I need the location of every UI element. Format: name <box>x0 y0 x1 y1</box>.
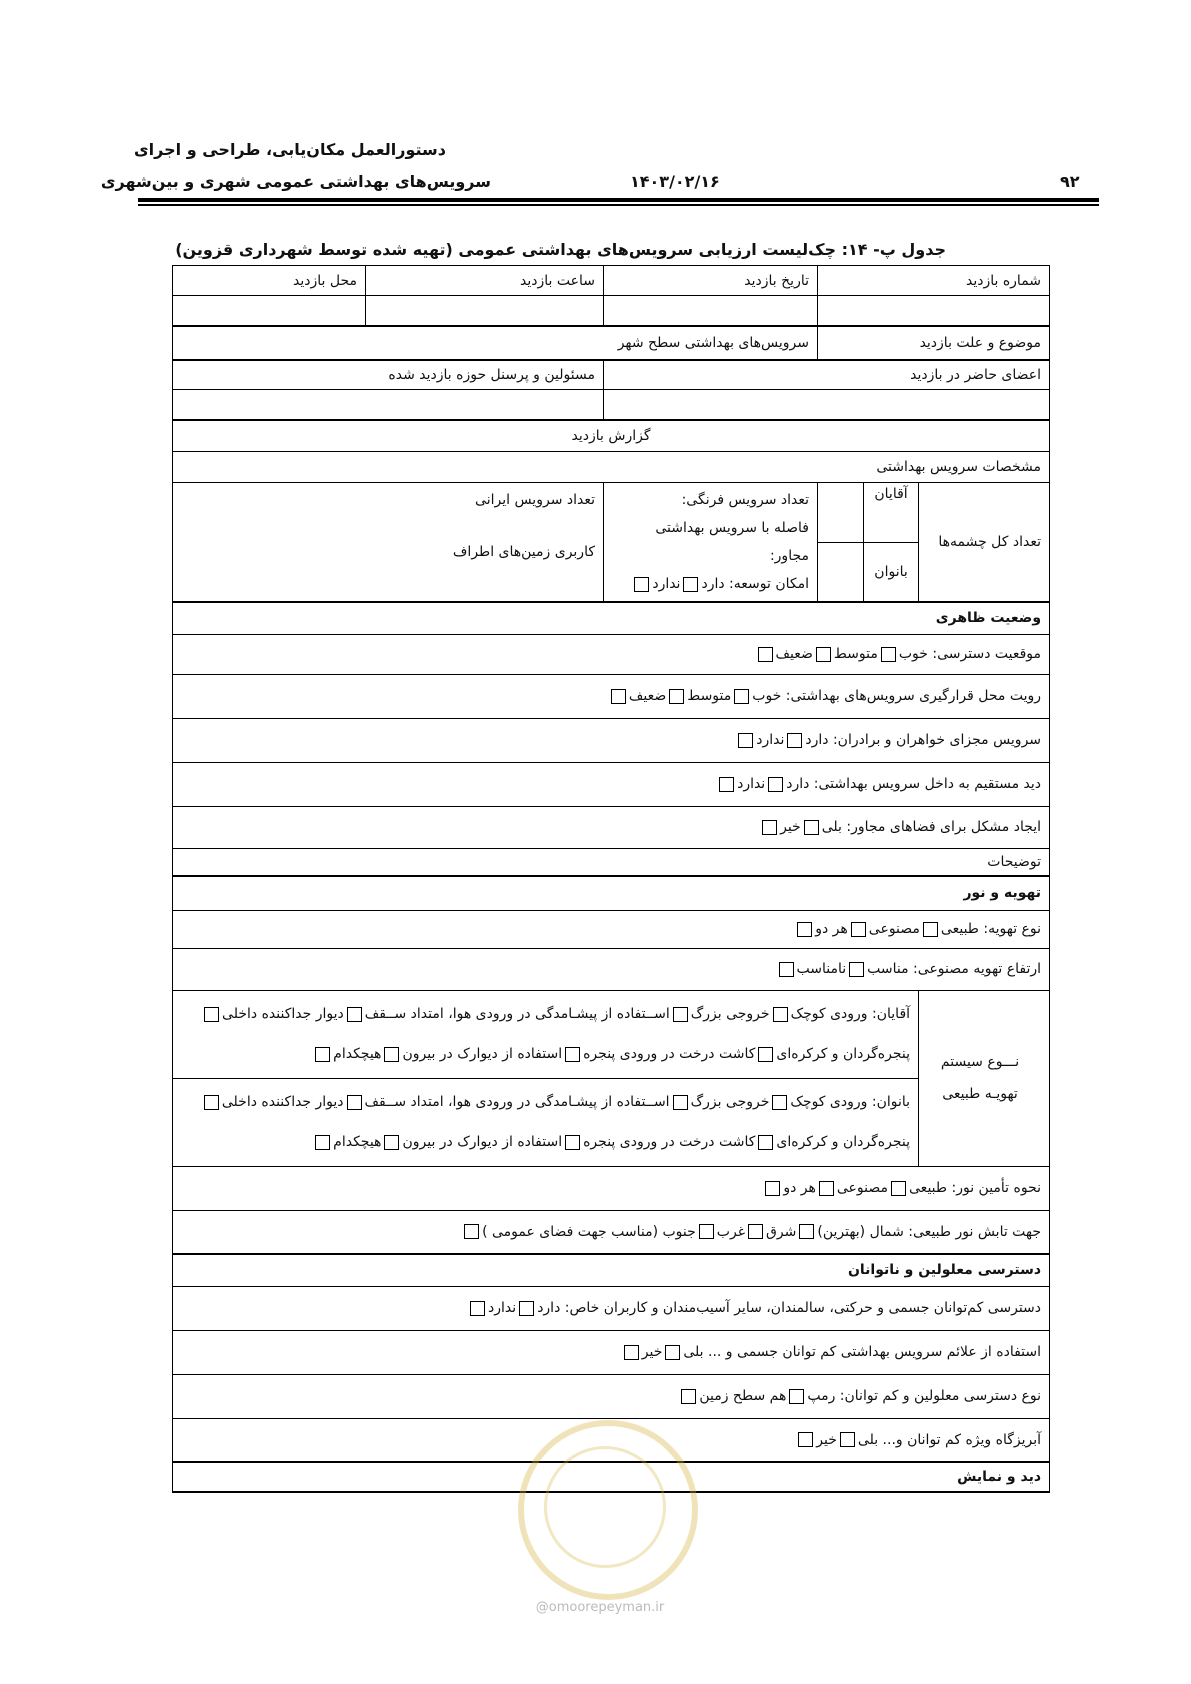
land-use-label: کاربری زمین‌های اطراف <box>452 544 595 560</box>
problem-no-label: خیر <box>780 819 801 835</box>
signs-row <box>173 1330 1050 1374</box>
women-system-line1 <box>177 1082 910 1122</box>
problem-row <box>173 806 1050 848</box>
access-type-row <box>173 1374 1050 1418</box>
ventilation-title: تهویه و نور <box>173 876 1050 910</box>
access-weak-label: ضعیف <box>775 646 813 662</box>
direct-view-yes-checkbox[interactable] <box>768 777 783 792</box>
men-label: آقایان <box>864 483 919 543</box>
women-system-cell <box>173 1078 919 1166</box>
natural-system-label: نـــوع سیستم تهویـه طبیعی <box>919 990 1050 1166</box>
table-row <box>173 762 1050 806</box>
visibility-label: رویت محل قرارگیری سرویس‌های بهداشتی: خوب <box>752 688 1042 704</box>
women-small-inlet-label: بانوان: ورودی کوچک <box>790 1094 911 1110</box>
men-system-line2 <box>177 1034 910 1074</box>
women-count-field[interactable] <box>818 542 864 602</box>
visibility-weak-label: ضعیف <box>628 688 667 704</box>
ventilation-artificial-label: مصنوعی <box>868 921 920 937</box>
light-artificial-label: مصنوعی <box>836 1180 889 1196</box>
western-count-label: تعداد سرویس فرنگی: <box>681 492 809 508</box>
table-row <box>173 1078 1050 1166</box>
table-row <box>173 602 1050 634</box>
table-row <box>173 948 1050 990</box>
men-parapet-label: استفاده از دیوارک در بیرون <box>402 1046 563 1062</box>
women-label: بانوان <box>864 542 919 602</box>
men-inner-wall-label: دیوار جداکننده داخلی <box>222 1006 344 1022</box>
men-big-exit-checkbox[interactable] <box>673 1007 688 1022</box>
light-south-checkbox[interactable] <box>464 1224 479 1239</box>
watermark-text: @omoorepeyman.ir <box>535 1600 665 1615</box>
table-caption: جدول پ- ۱۴: چک‌لیست ارزیابی سرویس‌های بهداشتی عمومی (تهیه شده توسط شهرداری قزوین) <box>175 240 946 259</box>
subject-value: سرویس‌های بهداشتی سطح شهر <box>173 326 818 360</box>
visit-time-field[interactable] <box>366 296 604 326</box>
table-row <box>173 452 1050 483</box>
urinal-no-label: خیر <box>816 1431 837 1448</box>
men-buffer-label: اســتفاده از پیشـامدگی در ورودی هوا، امتداد ســقف <box>364 1006 670 1022</box>
light-row <box>173 1166 1050 1210</box>
ramp-checkbox[interactable] <box>789 1389 804 1404</box>
table-row <box>173 326 1050 360</box>
level-label: هم سطح زمین <box>699 1388 787 1404</box>
table-row <box>173 360 1050 390</box>
visit-place-field[interactable] <box>173 296 366 326</box>
table-row <box>173 910 1050 948</box>
disabled-access-yes-checkbox[interactable] <box>519 1301 534 1316</box>
light-east-label: شرق <box>766 1223 797 1240</box>
visibility-medium-label: متوسط <box>687 688 732 704</box>
signs-no-checkbox[interactable] <box>624 1345 639 1360</box>
ventilation-type-row <box>173 910 1050 948</box>
light-natural-checkbox[interactable] <box>891 1181 906 1196</box>
table-row <box>173 1286 1050 1330</box>
visit-date-cell: تاریخ بازدید <box>604 266 818 296</box>
header-title-line2: سرویس‌های بهداشتی عمومی شهری و بین‌شهری <box>100 172 491 191</box>
men-small-inlet-label: آقایان: ورودی کوچک <box>790 1006 911 1022</box>
separate-no-checkbox[interactable] <box>738 733 753 748</box>
checklist-table <box>172 265 1050 1493</box>
table-row <box>173 876 1050 910</box>
visibility-row <box>173 674 1050 718</box>
table-row <box>173 806 1050 848</box>
men-count-field[interactable] <box>818 483 864 543</box>
table-row <box>173 1330 1050 1374</box>
access-medium-label: متوسط <box>833 646 878 662</box>
light-east-checkbox[interactable] <box>748 1224 763 1239</box>
disabled-access-row <box>173 1286 1050 1330</box>
men-system-cell <box>173 990 919 1078</box>
women-small-inlet-checkbox[interactable] <box>772 1095 787 1110</box>
visit-number-field[interactable] <box>818 296 1050 326</box>
separate-row <box>173 718 1050 762</box>
visibility-good-checkbox[interactable] <box>734 689 749 704</box>
separate-no-label: ندارد <box>756 732 785 748</box>
appearance-title: وضعیت ظاهری <box>173 602 1050 634</box>
height-row <box>173 948 1050 990</box>
table-row <box>173 266 1050 296</box>
problem-label: ایجاد مشکل برای فضاهای مجاور: بلی <box>821 819 1042 835</box>
light-both-checkbox[interactable] <box>765 1181 780 1196</box>
problem-yes-checkbox[interactable] <box>804 820 819 835</box>
visibility-weak-checkbox[interactable] <box>611 689 626 704</box>
access-type-label: نوع دسترسی معلولین و کم توانان: رمپ <box>807 1388 1042 1404</box>
light-west-label: غرب <box>716 1223 746 1240</box>
table-row <box>173 296 1050 326</box>
disabled-access-label: دسترسی کم‌توانان جسمی و حرکتی، سالمندان، سایر آسیب‌مندان و کاربران خاص: دارد <box>537 1300 1042 1316</box>
men-none-checkbox[interactable] <box>315 1047 330 1062</box>
women-big-exit-label: خروجی بزرگ <box>690 1094 770 1110</box>
light-west-checkbox[interactable] <box>699 1224 714 1239</box>
visit-time-cell: ساعت بازدید <box>366 266 604 296</box>
table-row <box>173 483 1050 543</box>
men-none-label: هیچکدام <box>333 1046 382 1062</box>
women-trees-label: کاشت درخت در ورودی پنجره <box>583 1134 756 1150</box>
women-inner-wall-label: دیوار جداکننده داخلی <box>221 1094 344 1110</box>
direct-view-no-label: ندارد <box>737 776 766 792</box>
table-row <box>173 390 1050 420</box>
header-rule-thin <box>138 204 1099 206</box>
direct-view-row <box>173 762 1050 806</box>
urinal-label: آبریزگاه ویژه کم توانان و... بلی <box>857 1431 1042 1448</box>
subject-label: موضوع و علت بازدید <box>818 326 1050 360</box>
separate-yes-checkbox[interactable] <box>787 733 802 748</box>
access-row <box>173 634 1050 674</box>
page-number: ۹۲ <box>1060 172 1080 191</box>
table-row <box>173 1210 1050 1254</box>
watermark-seal-inner <box>544 1446 666 1568</box>
height-unsuitable-label: نامناسب <box>796 961 847 977</box>
women-louver-label: پنجره‌گردان و کرکره‌ای <box>776 1134 911 1150</box>
expansion-yes-checkbox[interactable] <box>683 577 698 592</box>
urinal-yes-checkbox[interactable] <box>840 1432 855 1447</box>
men-louver-checkbox[interactable] <box>758 1047 773 1062</box>
total-units-label: تعداد کل چشمه‌ها <box>919 483 1050 603</box>
officials-label: مسئولین و پرسنل حوزه بازدید شده <box>173 360 604 390</box>
ventilation-natural-checkbox[interactable] <box>923 922 938 937</box>
height-label: ارتفاع تهویه مصنوعی: مناسب <box>867 961 1042 977</box>
expansion-no-label: ندارد <box>652 576 681 592</box>
women-parapet-checkbox[interactable] <box>384 1135 399 1150</box>
visit-number-cell: شماره بازدید <box>818 266 1050 296</box>
women-inner-wall-checkbox[interactable] <box>204 1095 219 1110</box>
notes-label: توضیحات <box>173 848 1050 876</box>
men-louver-label: پنجره‌گردان و کرکره‌ای <box>776 1046 911 1062</box>
separate-label: سرویس مجزای خواهران و برادران: دارد <box>805 732 1042 748</box>
women-parapet-label: استفاده از دیوارک در بیرون <box>402 1134 563 1150</box>
western-block <box>604 483 818 603</box>
table-row <box>173 990 1050 1078</box>
expansion-row <box>612 570 809 598</box>
ventilation-both-checkbox[interactable] <box>797 922 812 937</box>
women-none-label: هیچکدام <box>333 1134 382 1150</box>
men-small-inlet-checkbox[interactable] <box>773 1007 788 1022</box>
women-big-exit-checkbox[interactable] <box>673 1095 688 1110</box>
height-suitable-checkbox[interactable] <box>849 962 864 977</box>
access-label: موقعیت دسترسی: خوب <box>898 646 1042 662</box>
women-trees-checkbox[interactable] <box>565 1135 580 1150</box>
header-rule <box>138 198 1099 202</box>
visit-date-field[interactable] <box>604 296 818 326</box>
men-inner-wall-checkbox[interactable] <box>204 1007 219 1022</box>
level-checkbox[interactable] <box>681 1389 696 1404</box>
light-south-label: جنوب (مناسب جهت فضای عمومی ) <box>482 1223 696 1240</box>
visibility-medium-checkbox[interactable] <box>669 689 684 704</box>
table-row <box>173 420 1050 452</box>
women-system-line2 <box>177 1122 910 1162</box>
ventilation-type-label: نوع تهویه: طبیعی <box>940 921 1042 937</box>
disabled-access-no-checkbox[interactable] <box>470 1301 485 1316</box>
women-buffer-label: اســتفاده از پیشـامدگی در ورودی هوا، امتداد ســقف <box>364 1094 670 1110</box>
table-row <box>173 1254 1050 1286</box>
women-buffer-checkbox[interactable] <box>347 1095 362 1110</box>
direct-view-label: دید مستقیم به داخل سرویس بهداشتی: دارد <box>786 776 1042 792</box>
access-good-checkbox[interactable] <box>881 647 896 662</box>
men-trees-checkbox[interactable] <box>565 1047 580 1062</box>
women-louver-checkbox[interactable] <box>758 1135 773 1150</box>
iranian-block <box>173 483 604 603</box>
light-artificial-checkbox[interactable] <box>819 1181 834 1196</box>
signs-label: استفاده از علائم سرویس بهداشتی کم توانان جسمی و ... بلی <box>683 1344 1042 1360</box>
direct-view-no-checkbox[interactable] <box>719 777 734 792</box>
urinal-no-checkbox[interactable] <box>798 1432 813 1447</box>
problem-no-checkbox[interactable] <box>762 820 777 835</box>
officials-field[interactable] <box>173 390 604 420</box>
table-row <box>173 718 1050 762</box>
table-row <box>173 634 1050 674</box>
light-both-label: هر دو <box>783 1180 816 1196</box>
disabled-access-no-label: ندارد <box>488 1300 517 1316</box>
disabled-title: دسترسی معلولین و ناتوانان <box>173 1254 1050 1286</box>
expansion-label: امکان توسعه: دارد <box>701 576 809 592</box>
attendees-field[interactable] <box>604 390 1050 420</box>
access-weak-checkbox[interactable] <box>758 647 773 662</box>
access-medium-checkbox[interactable] <box>816 647 831 662</box>
height-unsuitable-checkbox[interactable] <box>779 962 794 977</box>
light-north-checkbox[interactable] <box>799 1224 814 1239</box>
iranian-count-label: تعداد سرویس ایرانی <box>475 492 595 508</box>
men-system-line1 <box>177 994 910 1034</box>
ventilation-artificial-checkbox[interactable] <box>851 922 866 937</box>
table-row <box>173 1166 1050 1210</box>
ventilation-both-label: هر دو <box>815 921 848 937</box>
specs-title: مشخصات سرویس بهداشتی <box>173 452 1050 483</box>
expansion-no-checkbox[interactable] <box>634 577 649 592</box>
light-label: نحوه تأمین نور: طبیعی <box>909 1180 1042 1196</box>
visit-place-cell: محل بازدید <box>173 266 366 296</box>
light-direction-label: جهت تابش نور طبیعی: شمال (بهترین) <box>817 1223 1042 1240</box>
header-date: ۱۴۰۳/۰۲/۱۶ <box>630 172 720 191</box>
signs-yes-checkbox[interactable] <box>665 1345 680 1360</box>
attendees-label: اعضای حاضر در بازدید <box>604 360 1050 390</box>
table-row <box>173 1374 1050 1418</box>
signs-no-label: خیر <box>641 1344 663 1360</box>
view-title: دید و نمایش <box>173 1462 1050 1492</box>
women-none-checkbox[interactable] <box>315 1135 330 1150</box>
men-parapet-checkbox[interactable] <box>384 1047 399 1062</box>
light-direction-row <box>173 1210 1050 1254</box>
men-big-exit-label: خروجی بزرگ <box>690 1006 770 1022</box>
men-buffer-checkbox[interactable] <box>347 1007 362 1022</box>
table-row <box>173 848 1050 876</box>
header-title-line1: دستورالعمل مکان‌یابی، طراحی و اجرای <box>134 140 446 159</box>
men-trees-label: کاشت درخت در ورودی پنجره <box>583 1046 756 1062</box>
report-title: گزارش بازدید <box>173 420 1050 452</box>
distance-label: فاصله با سرویس بهداشتی مجاور: <box>655 520 809 564</box>
table-row <box>173 674 1050 718</box>
